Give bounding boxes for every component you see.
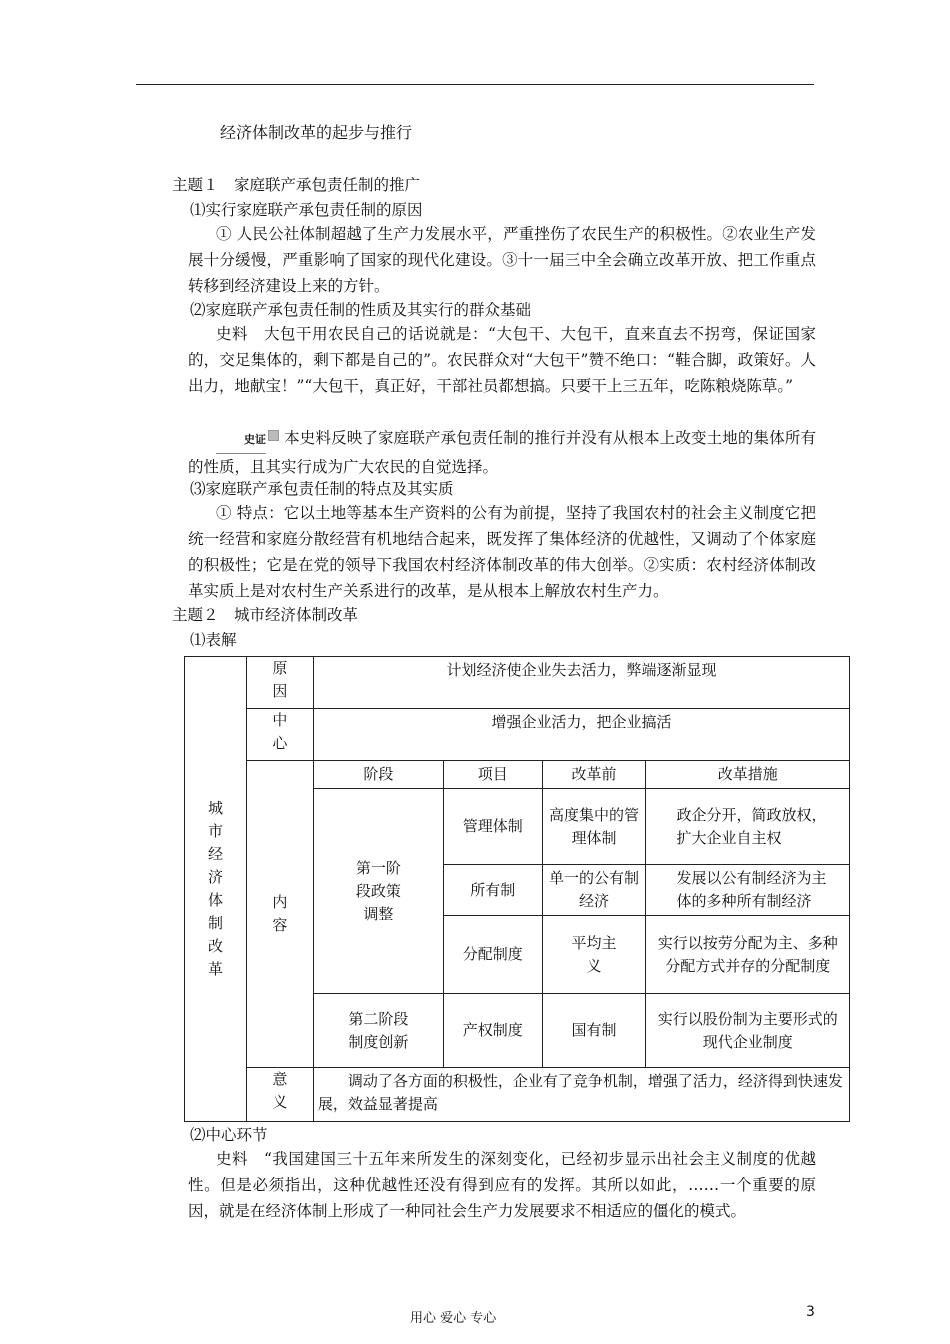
stage2-before: 国有制 bbox=[542, 994, 646, 1068]
header-before: 改革前 bbox=[542, 761, 646, 789]
topic1-s3-text: ① 特点：它以土地等基本生产资料的公有为前提，坚持了我国农村的社会主义制度它把统一经营和家庭分散经营有机地结合起来，既发挥了集体经济的优越性，又调动了个体家庭的积极性；它是在党的领导下我国农村经济体制改革的伟大创举。②实质：农村经济体制改革实质上是对农村生产关系进行的改革，是从根本上解放农村生产力。 bbox=[188, 504, 816, 600]
stage1-row2-measure: 发展以公有制经济为主体的多种所有制经济 bbox=[646, 865, 850, 916]
content-label: 内容 bbox=[246, 761, 313, 1068]
proof-text: 本史料反映了家庭联产承包责任制的推行并没有从根本上改变土地的集体所有的性质，且其实行成为广大农民的自觉选择。 bbox=[188, 429, 816, 476]
header-item: 项目 bbox=[443, 761, 542, 789]
center-text: 增强企业活力，把企业搞活 bbox=[313, 709, 849, 761]
stage2-label: 第二阶段制度创新 bbox=[313, 994, 443, 1068]
topic2-s2-source: 史料 “我国建国三十五年来所发生的深刻变化，已经初步显示出社会主义制度的优越性。但是必须指出，这种优越性还没有得到应有的发挥。其所以如此，……一个重要的原因，就是在经济体制上形成了一种同社会生产力发展要求不相适应的僵化的模式。 bbox=[188, 1150, 816, 1220]
topic1-s2-source: 史料 大包干用农民自己的话说就是：“大包干、大包干，直来直去不拐弯，保证国家的，交足集体的，剩下都是自己的”。农民群众对“大包干”赞不绝口：“鞋合脚，政策好。人出力，地献宝！”“大包干，真正好，干部社员都想搞。只要干上三五年，吃陈粮烧陈草。” bbox=[188, 325, 816, 395]
stage1-row3-before: 平均主义 bbox=[542, 916, 646, 994]
stage1-row3-item: 分配制度 bbox=[443, 916, 542, 994]
center-label: 中心 bbox=[246, 709, 313, 761]
reform-table bbox=[184, 656, 850, 1122]
proof-badge: 史证 bbox=[216, 427, 266, 454]
page-number: 3 bbox=[806, 1304, 815, 1320]
document-title: 经济体制改革的起步与推行 bbox=[220, 123, 413, 142]
stage1-row1-before: 高度集中的管理体制 bbox=[542, 789, 646, 865]
header-measure: 改革措施 bbox=[646, 761, 850, 789]
stage1-label: 第一阶段政策调整 bbox=[313, 789, 443, 994]
stage2-measure: 实行以股份制为主要形式的现代企业制度 bbox=[646, 994, 850, 1068]
page-footer: 用心 爱心 专心 bbox=[410, 1311, 497, 1326]
reason-label: 原因 bbox=[246, 657, 313, 709]
topic2-s1-heading: ⑴表解 bbox=[190, 631, 237, 649]
topic1-s2-proof bbox=[188, 425, 816, 480]
stage2-item: 产权制度 bbox=[443, 994, 542, 1068]
topic1-s1-heading: ⑴实行家庭联产承包责任制的原因 bbox=[190, 201, 423, 219]
header-rule bbox=[136, 84, 814, 85]
stage1-row1-measure: 政企分开，简政放权，扩大企业自主权 bbox=[646, 789, 850, 865]
meaning-label: 意义 bbox=[246, 1068, 313, 1122]
header-stage: 阶段 bbox=[313, 761, 443, 789]
topic1-s1-text: ① 人民公社体制超越了生产力发展水平，严重挫伤了农民生产的积极性。②农业生产发展十分缓慢，严重影响了国家的现代化建设。③十一届三中全会确立改革开放、把工作重点转移到经济建设上来的方针。 bbox=[188, 225, 816, 295]
topic1-heading: 主题１ 家庭联产承包责任制的推广 bbox=[172, 176, 421, 194]
meaning-text: 调动了各方面的积极性，企业有了竞争机制，增强了活力，经济得到快速发展，效益显著提高 bbox=[313, 1068, 849, 1122]
topic2-s2-heading: ⑵中心环节 bbox=[190, 1126, 268, 1144]
reason-text: 计划经济使企业失去活力，弊端逐渐显现 bbox=[313, 657, 849, 709]
topic1-s3-heading: ⑶家庭联产承包责任制的特点及其实质 bbox=[190, 480, 454, 498]
side-label: 城市经济体制改革 bbox=[185, 657, 247, 1122]
stage1-row1-item: 管理体制 bbox=[443, 789, 542, 865]
topic2-heading: 主题２ 城市经济体制改革 bbox=[172, 606, 359, 624]
stage1-row3-measure: 实行以按劳分配为主、多种分配方式并存的分配制度 bbox=[646, 916, 850, 994]
stage1-row2-before: 单一的公有制经济 bbox=[542, 865, 646, 916]
topic1-s2-heading: ⑵家庭联产承包责任制的性质及其实行的群众基础 bbox=[190, 301, 532, 319]
stage1-row2-item: 所有制 bbox=[443, 865, 542, 916]
